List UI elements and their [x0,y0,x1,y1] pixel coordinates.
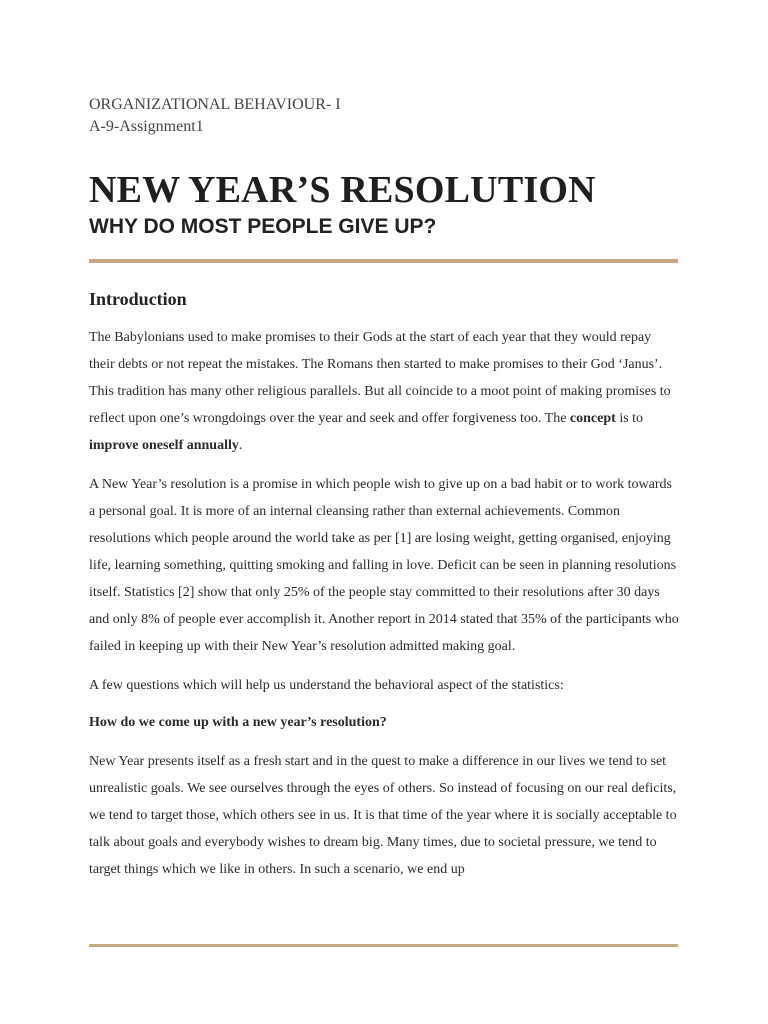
paragraph-1-end: . [238,438,243,453]
document-subtitle: WHY DO MOST PEOPLE GIVE UP? [89,215,437,238]
paragraph-1-bold-concept: concept [569,411,616,426]
title-divider [89,259,678,263]
document-content [89,94,679,883]
paragraph-1 [89,324,679,459]
paragraph-1-text: The Babylonians used to make promises to their Gods at the start of each year that they would repay their debts or not repeat the mistakes. The Romans then started to make promises to their God ‘Janus’. This tradition has many other religious parallels. But all coincide to a moot point of making promises to reflect upon one’s wrongdoings over the year and seek and offer forgiveness too. The [89,330,671,426]
assignment-id: A-9-Assignment1 [89,118,204,135]
section-heading-introduction: Introduction [89,289,187,309]
footer-divider [89,944,678,947]
paragraph-1-bold-improve: improve oneself annually [89,438,239,453]
paragraph-4: New Year presents itself as a fresh start and in the quest to make a difference in our lives we tend to set unrealistic goals. We see ourselves through the eyes of others. So instead of focusing on our real deficits, we tend to target those, which others see in us. It is that time of the year where it is socially acceptable to talk about goals and everybody wishes to dream big. Many times, due to societal pressure, we tend to target things which we like in others. In such a scenario, we end up [89,754,677,877]
paragraph-3: A few questions which will help us understand the behavioral aspect of the statistics: [89,678,564,693]
paragraph-2: A New Year’s resolution is a promise in which people wish to give up on a bad habit or to work towards a personal goal. It is more of an internal cleansing rather than external achievements. Common resolutions which people around the world take as per [1] are losing weight, getting organised, enjoying life, learning something, quitting smoking and falling in love. Deficit can be seen in planning resolutions itself. Statistics [2] show that only 25% of the people stay committed to their resolutions after 30 days and only 8% of people ever accomplish it. Another report in 2014 stated that 35% of the participants who failed in keeping up with their New Year’s resolution admitted making goal. [89,477,679,654]
paragraph-1-middle: is to [615,411,644,426]
document-title: NEW YEAR’S RESOLUTION [89,169,596,211]
question-heading: How do we come up with a new year’s resolution? [89,715,387,730]
course-name: ORGANIZATIONAL BEHAVIOUR- I [89,96,341,113]
